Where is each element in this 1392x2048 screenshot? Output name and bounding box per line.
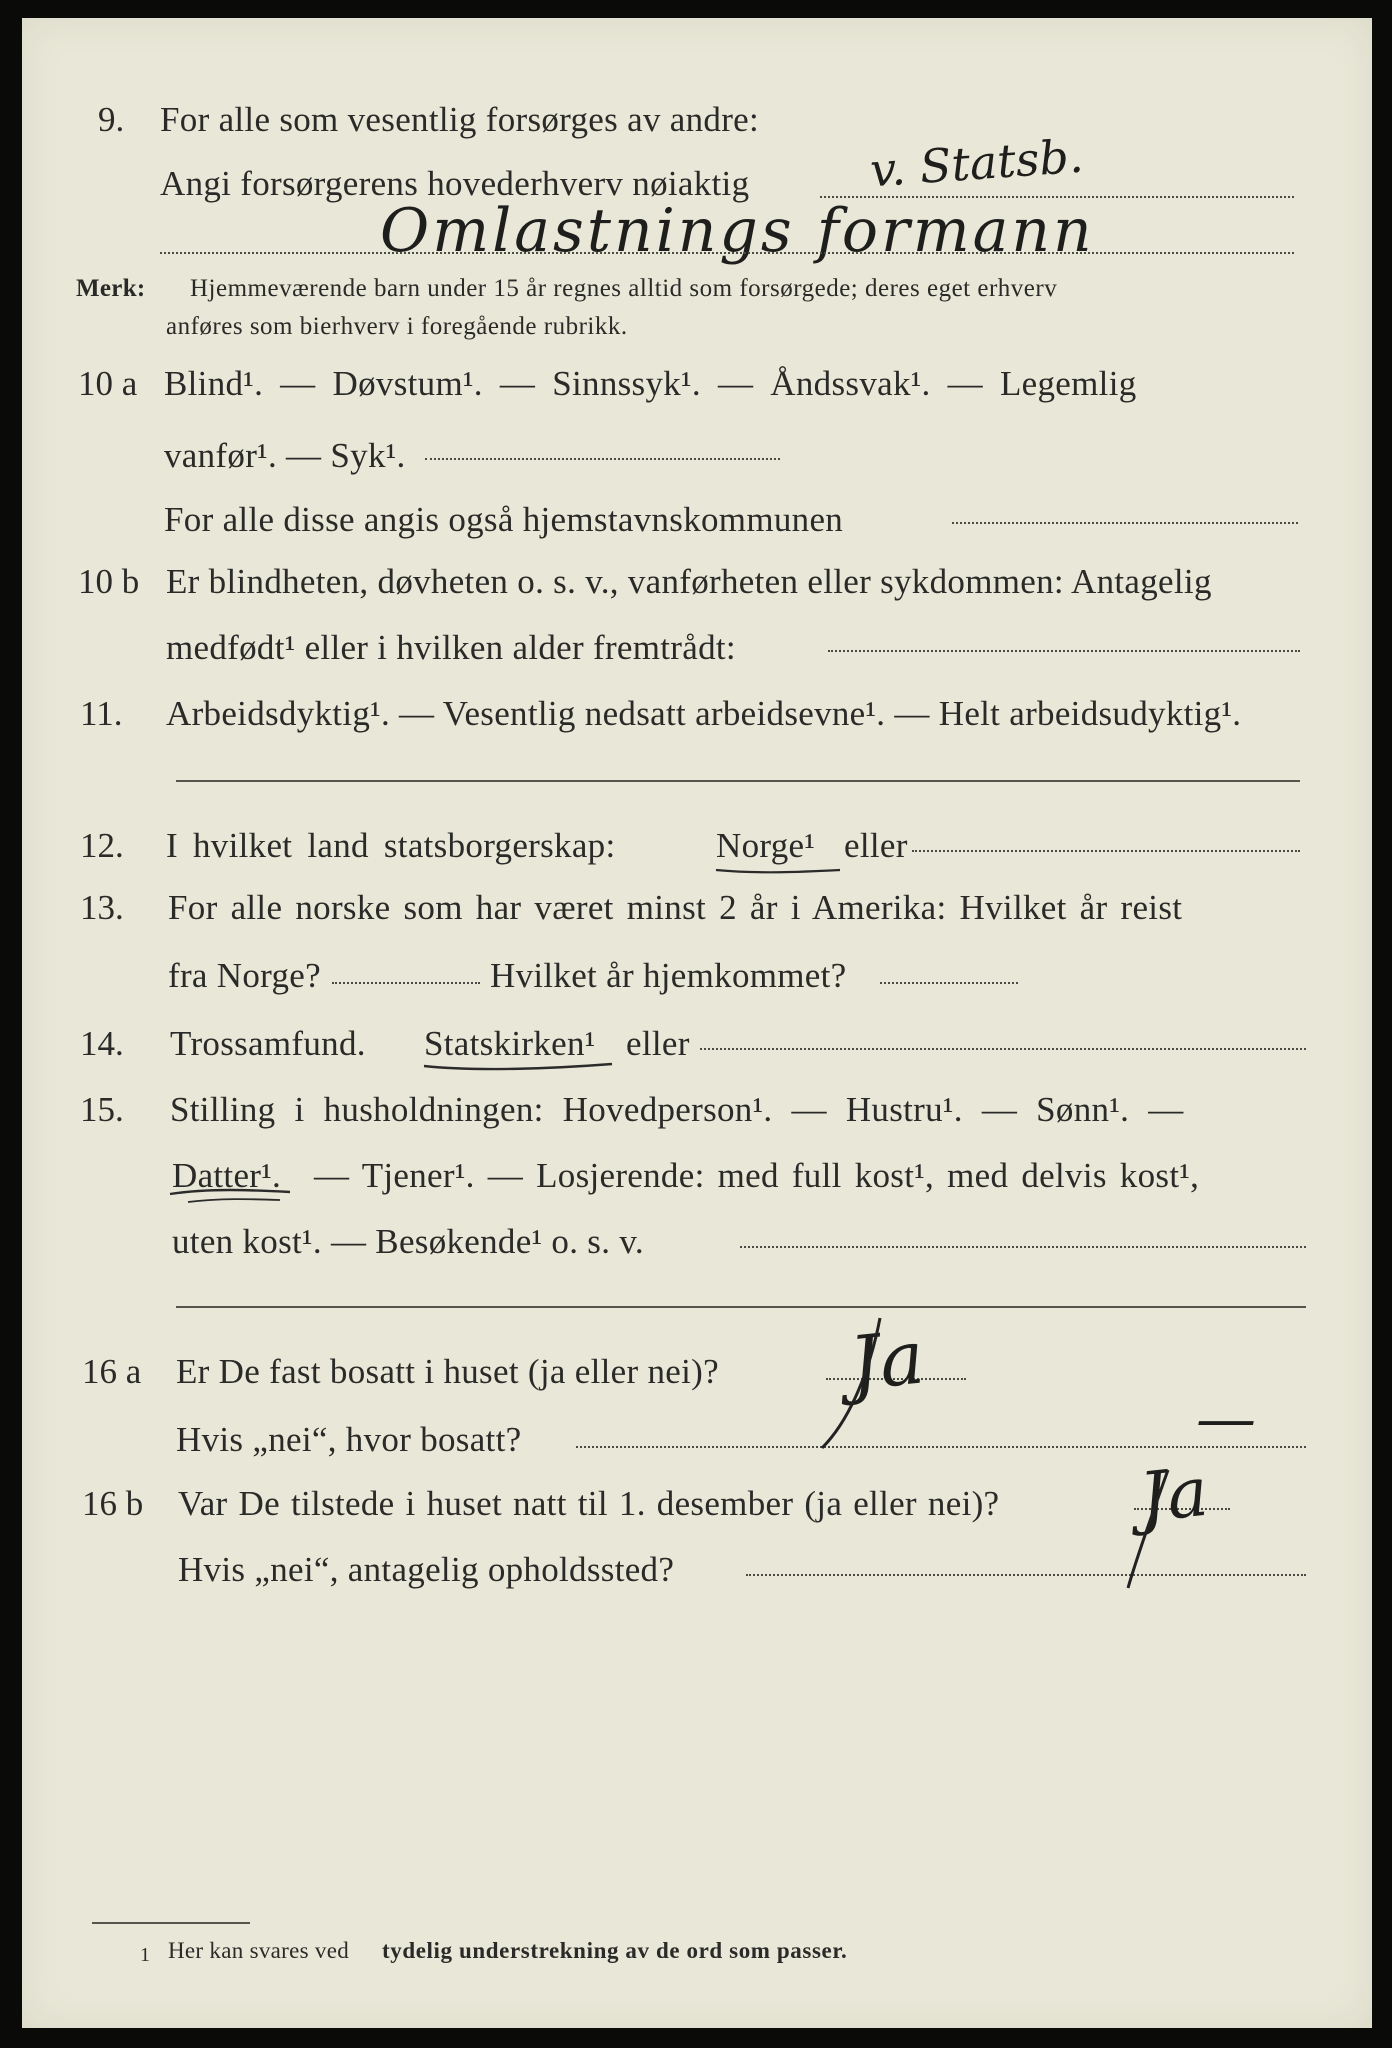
footnote-mark: 1 <box>140 1944 151 1966</box>
q10b-text-line2: medfødt¹ eller i hvilken alder fremtrådt: <box>166 628 736 667</box>
footnote-text-a: Her kan svares ved <box>168 1938 350 1963</box>
q15-number: 15. <box>80 1090 124 1129</box>
q13-number: 13. <box>80 888 124 927</box>
q10a-text-line1: Blind¹. — Døvstum¹. — Sinnssyk¹. — Åndssvak¹. — Legemlig <box>164 364 1137 403</box>
q12-option-norge: Norge¹ <box>716 826 816 865</box>
merk-text-line1: Hjemmeværende barn under 15 år regnes alltid som forsørgede; deres eget erhverv <box>190 275 1058 302</box>
q16a-text-line1: Er De fast bosatt i huset (ja eller nei)? <box>176 1352 719 1391</box>
q14-number: 14. <box>80 1024 124 1063</box>
q16a-number: 16 a <box>82 1352 142 1391</box>
footnote-text-b: tydelig understrekning av de ord som passer. <box>382 1938 848 1963</box>
q12-text-line1: I hvilket land statsborgerskap: <box>166 826 616 865</box>
q13-text-line2a: fra Norge? <box>168 956 321 995</box>
q13-text-line2b: Hvilket år hjemkommet? <box>490 956 847 995</box>
q15-text-line1: Stilling i husholdningen: Hovedperson¹. — Hustru¹. — Sønn¹. — <box>170 1090 1184 1129</box>
q16b-handwritten-answer: Ja <box>1136 1452 1212 1539</box>
q16b-text-line2: Hvis „nei“, antagelig opholdssted? <box>178 1550 675 1589</box>
stroke-16b-ja <box>1128 1470 1168 1588</box>
q16b-number: 16 b <box>82 1484 144 1523</box>
q16a-handwritten-answer: Ja <box>845 1314 929 1408</box>
underline-norge <box>716 870 840 872</box>
q14-text-label: Trossamfund. <box>170 1024 366 1063</box>
q14-option-eller: eller <box>626 1024 690 1063</box>
q10a-text-line3: For alle disse angis også hjemstavnskommunen <box>164 500 844 539</box>
q9-number: 9. <box>98 100 125 139</box>
underline-statskirken <box>424 1064 612 1069</box>
q16b-text-line1: Var De tilstede i huset natt til 1. desember (ja eller nei)? <box>178 1484 1000 1523</box>
q10a-number: 10 a <box>78 364 138 403</box>
q14-option-statskirken: Statskirken¹ <box>424 1024 596 1063</box>
q11-text-line1: Arbeidsdyktig¹. — Vesentlig nedsatt arbeidsevne¹. — Helt arbeidsudyktig¹. <box>166 694 1242 733</box>
merk-text-line2: anføres som bierhverv i foregående rubrikk. <box>166 313 628 340</box>
q11-number: 11. <box>80 694 123 733</box>
q13-text-line1: For alle norske som har været minst 2 år i Amerika: Hvilket år reist <box>168 888 1183 927</box>
q10b-text-line1: Er blindheten, døvheten o. s. v., vanførheten eller sykdommen: Antagelig <box>166 562 1212 601</box>
q10b-number: 10 b <box>78 562 140 601</box>
q15-text-line2: — Tjener¹. — Losjerende: med full kost¹, med delvis kost¹, <box>314 1156 1200 1195</box>
q15-text-line3: uten kost¹. — Besøkende¹ o. s. v. <box>172 1222 644 1261</box>
q9-handwritten-occupation: Omlastnings formann <box>380 196 1095 266</box>
q15-option-datter: Datter¹. <box>172 1156 282 1195</box>
q16a-handwritten-dash: — <box>1196 1384 1256 1454</box>
underline-datter-2 <box>188 1199 280 1202</box>
q9-handwritten-employer: v. Statsb. <box>868 128 1085 198</box>
q16a-text-line2: Hvis „nei“, hvor bosatt? <box>176 1420 522 1459</box>
q9-text-line1: For alle som vesentlig forsørges av andre: <box>160 100 760 139</box>
q10a-text-line2: vanfør¹. — Syk¹. <box>164 436 406 475</box>
stroke-16a-ja <box>822 1318 880 1448</box>
q9-text-line2: Angi forsørgerens hovederhverv nøiaktig <box>160 164 750 203</box>
q12-number: 12. <box>80 826 124 865</box>
underline-datter <box>170 1190 290 1194</box>
merk-label: Merk: <box>76 275 146 302</box>
q12-option-eller: eller <box>844 826 908 865</box>
